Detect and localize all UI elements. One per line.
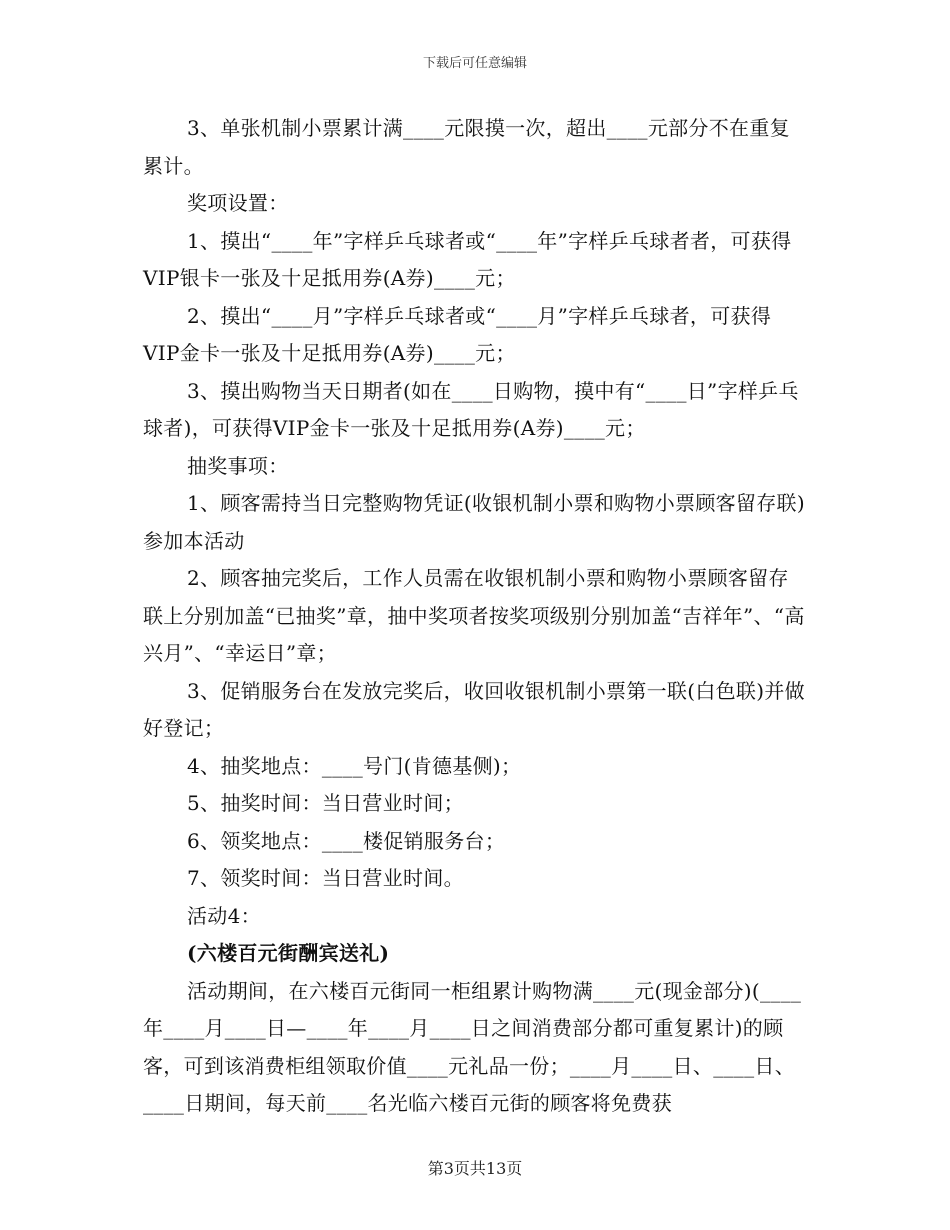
draw-notes-heading: 抽奖事项：: [187, 453, 289, 478]
draw-note-1: 1、顾客需持当日完整购物凭证(收银机制小票和购物小票顾客留存联)参加本活动: [143, 491, 805, 553]
paragraph-rule-3: 3、单张机制小票累计满____元限摸一次，超出____元部分不在重复累计。: [143, 116, 790, 178]
activity-4-body: 活动期间，在六楼百元街同一柜组累计购物满____元(现金部分)(____年____月____日—____年____月____日之间消费部分都可重复累计)的顾客，可到该消费柜组领取价值____元礼品一份；____月____日、____日、____日期间，每天前____名光临六楼百元街的顾客将免费获: [143, 978, 802, 1115]
prize-settings-heading: 奖项设置：: [187, 191, 289, 215]
draw-note-4: 4、抽奖地点：____号门(肯德基侧)；: [187, 753, 522, 778]
draw-note-2: 2、顾客抽完奖后，工作人员需在收银机制小票和购物小票顾客留存联上分别加盖“已抽奖”章，抽中奖项者按奖项级别分别加盖“吉祥年”、“高兴月”、“幸运日”章；: [143, 566, 805, 665]
page-footer: 第3页共13页: [427, 1159, 523, 1178]
activity-4-heading: 活动4：: [187, 903, 261, 928]
draw-note-5: 5、抽奖时间：当日营业时间；: [187, 791, 464, 815]
prize-item-3: 3、摸出购物当天日期者(如在____日购物，摸中有“____日”字样乒乓球者)，可获得VIP金卡一张及十足抵用券(A券)____元；: [143, 378, 799, 440]
page-header: 下载后可任意编辑: [422, 56, 527, 71]
prize-item-1: 1、摸出“____年”字样乒乓球者或“____年”字样乒乓球者者，可获得VIP银卡一张及十足抵用券(A券)____元；: [143, 228, 792, 290]
prize-item-2: 2、摸出“____月”字样乒乓球者或“____月”字样乒乓球者，可获得VIP金卡一张及十足抵用券(A券)____元；: [143, 303, 772, 365]
draw-note-6: 6、领奖地点：____楼促销服务台；: [187, 828, 506, 853]
activity-4-title: (六楼百元街酬宾送礼): [187, 941, 390, 965]
draw-note-7: 7、领奖时间：当日营业时间。: [187, 866, 464, 890]
document-body: [143, 110, 807, 1123]
draw-note-3: 3、促销服务台在发放完奖后，收回收银机制小票第一联(白色联)并做好登记；: [143, 678, 805, 740]
